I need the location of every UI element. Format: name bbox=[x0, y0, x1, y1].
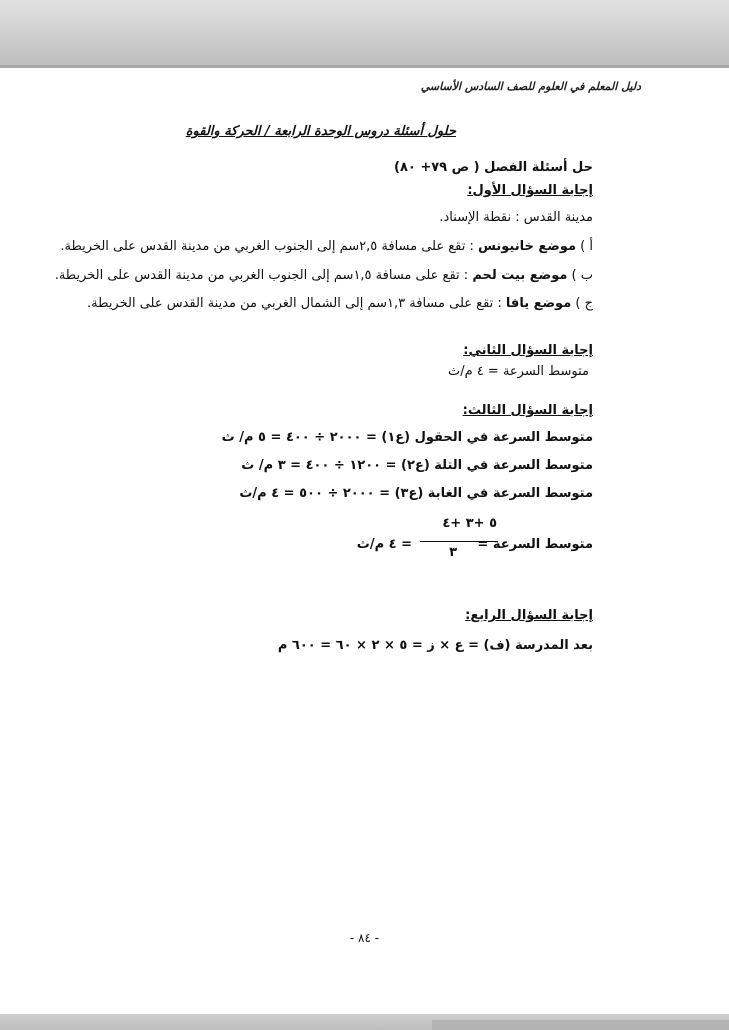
q1-item-b bbox=[55, 268, 593, 283]
guide-title: دليل المعلم في العلوم للصف السادس الأساسي bbox=[420, 80, 641, 93]
q2-heading: إجابة السؤال الثاني: bbox=[463, 343, 593, 358]
header-band bbox=[0, 0, 729, 68]
q3-average-label: متوسط السرعة = bbox=[477, 537, 593, 552]
q1-item-a-label: موضع خانيونس bbox=[478, 239, 577, 254]
q1-item-c-text: : تقع على مسافة ١,٣سم إلى الشمال الغربي من مدينة القدس على الخريطة. bbox=[87, 296, 502, 311]
q3-heading: إجابة السؤال الثالث: bbox=[462, 403, 593, 418]
q1-heading: إجابة السؤال الأول: bbox=[467, 183, 593, 198]
q3-row-forest: متوسط السرعة في الغابة (ع٣) = ٢٠٠٠ ÷ ٥٠٠ = ٤ م/ث bbox=[239, 486, 593, 501]
q1-reference: مدينة القدس : نقطة الإسناد. bbox=[439, 210, 593, 225]
q1-item-a-text: : تقع على مسافة ٢,٥سم إلى الجنوب الغربي من مدينة القدس على الخريطة. bbox=[60, 239, 474, 254]
q4-answer: بعد المدرسة (ف) = ع × ز = ٥ × ٢ × ٦٠ = ٦٠٠ م bbox=[277, 638, 593, 653]
q1-item-c bbox=[87, 296, 593, 311]
q3-fraction-denominator: ٣ bbox=[449, 545, 457, 560]
q1-item-c-marker: ج ) bbox=[575, 296, 593, 311]
q1-item-b-text: : تقع على مسافة ١,٥سم إلى الجنوب الغربي من مدينة القدس على الخريطة. bbox=[54, 268, 469, 283]
q3-row-fields: متوسط السرعة في الحقول (ع١) = ٢٠٠٠ ÷ ٤٠٠ = ٥ م/ ث bbox=[221, 430, 593, 445]
chapter-line: حل أسئلة الفصل ( ص ٧٩+ ٨٠) bbox=[393, 160, 593, 175]
q1-item-b-marker: ب ) bbox=[571, 268, 593, 283]
q1-item-a-marker: أ ) bbox=[580, 239, 593, 254]
footer-tab bbox=[432, 1020, 729, 1030]
q3-fraction-numerator: ٥ +٣ +٤ bbox=[442, 516, 497, 531]
q4-heading: إجابة السؤال الرابع: bbox=[465, 608, 593, 623]
q3-row-hill: متوسط السرعة في التلة (ع٢) = ١٢٠٠ ÷ ٤٠٠ = ٣ م/ ث bbox=[241, 458, 593, 473]
q3-average-result: = ٤ م/ث bbox=[356, 537, 412, 552]
q2-answer: متوسط السرعة = ٤ م/ث bbox=[448, 364, 589, 379]
page-number: - ٨٤ - bbox=[349, 931, 380, 945]
section-title: حلول أسئلة دروس الوحدة الرابعة / الحركة والقوة bbox=[185, 124, 456, 139]
q1-item-a bbox=[60, 239, 593, 254]
q1-item-c-label: موضع يافا bbox=[505, 296, 572, 311]
q1-item-b-label: موضع بيت لحم bbox=[472, 268, 568, 283]
